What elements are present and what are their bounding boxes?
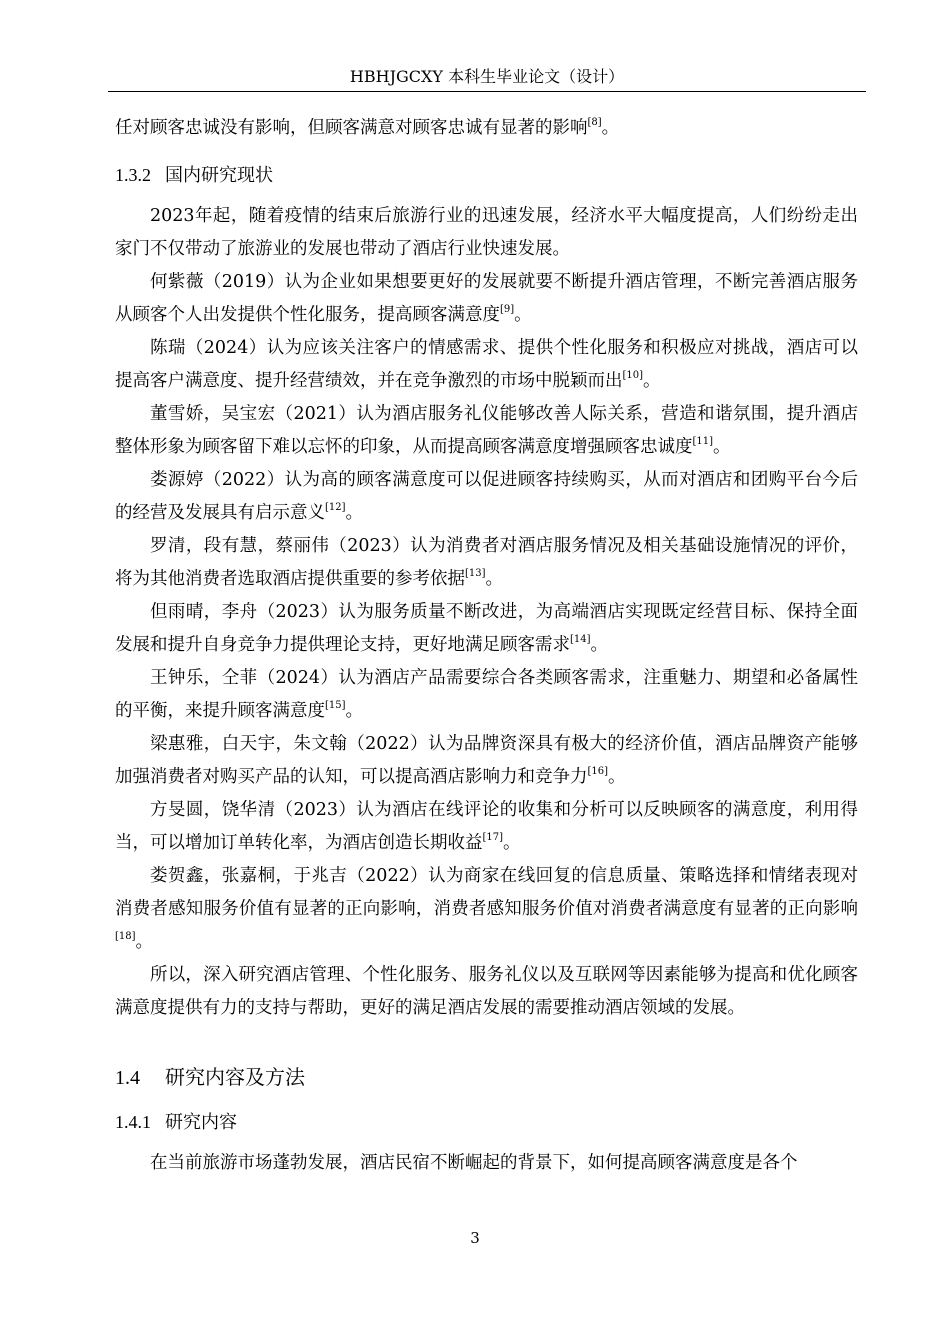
section-number: 1.4.1 xyxy=(115,1112,151,1132)
section-number: 1.3.2 xyxy=(115,165,151,185)
paragraph-text: 娄源婷（2022）认为高的顾客满意度可以促进顾客持续购买，从而对酒店和团购平台今后的经营及发展具有启示意义 xyxy=(115,470,858,523)
citation-ref: [13] xyxy=(465,568,486,579)
paragraph-text: 任对顾客忠诚没有影响，但顾客满意对顾客忠诚有显著的影响 xyxy=(115,118,588,138)
citation-ref: [14] xyxy=(570,634,591,645)
body-paragraph xyxy=(115,662,858,728)
paragraph-tail: 。 xyxy=(713,437,731,457)
running-header: HBHJGCXY 本科生毕业论文（设计） xyxy=(349,67,625,86)
body-paragraph xyxy=(115,398,858,464)
citation-ref: [11] xyxy=(692,436,714,447)
section-heading-1-3-2 xyxy=(115,163,858,188)
citation-ref: [8] xyxy=(587,117,602,128)
paragraph-text: 何紫薇（2019）认为企业如果想要更好的发展就要不断提升酒店管理，不断完善酒店服务从顾客个人出发提供个性化服务，提高顾客满意度 xyxy=(115,272,858,325)
citation-ref: [16] xyxy=(587,766,609,777)
citation-ref: [18] xyxy=(115,931,136,942)
section-heading-1-4 xyxy=(115,1063,858,1092)
paragraph-text: 王钟乐，仝菲（2024）认为酒店产品需要综合各类顾客需求，注重魅力、期望和必备属性的平衡，来提升顾客满意度 xyxy=(115,668,858,721)
paragraph-text: 娄贺鑫，张嘉桐，于兆吉（2022）认为商家在线回复的信息质量、策略选择和情绪表现对消费者感知服务价值有显著的正向影响，消费者感知服务价值对消费者满意度有显著的正向影响 xyxy=(115,866,858,919)
paragraph-tail: 。 xyxy=(590,635,609,655)
paragraph-tail: 。 xyxy=(345,503,364,523)
body-paragraph xyxy=(115,596,858,662)
paragraph-tail: 。 xyxy=(514,305,532,325)
paragraph-tail: 。 xyxy=(345,701,364,721)
body-paragraph xyxy=(115,959,858,1025)
citation-ref: [10] xyxy=(622,370,644,381)
lead-paragraph xyxy=(115,112,858,145)
paragraph-text: 所以，深入研究酒店管理、个性化服务、服务礼仪以及互联网等因素能够为提高和优化顾客满意度提供有力的支持与帮助，更好的满足酒店发展的需要推动酒店领域的发展。 xyxy=(115,965,858,1018)
section-heading-1-4-1 xyxy=(115,1110,858,1135)
paragraph-tail: 。 xyxy=(643,371,661,391)
body-paragraph xyxy=(115,332,858,398)
header-rule xyxy=(108,91,866,92)
paragraph-tail: 。 xyxy=(135,932,154,952)
section-title: 研究内容 xyxy=(165,1112,237,1133)
page-body xyxy=(115,112,858,1180)
section-title: 研究内容及方法 xyxy=(165,1065,305,1089)
body-paragraph xyxy=(115,530,858,596)
citation-ref: [15] xyxy=(325,700,346,711)
closing-paragraph xyxy=(115,1147,858,1180)
body-paragraph xyxy=(115,860,858,959)
citation-ref: [17] xyxy=(482,832,504,843)
page-number: 3 xyxy=(470,1229,480,1247)
paragraph-tail: 。 xyxy=(503,833,521,853)
paragraph-text: 2023年起，随着疫情的结束后旅游行业的迅速发展，经济水平大幅度提高，人们纷纷走出家门不仅带动了旅游业的发展也带动了酒店行业快速发展。 xyxy=(115,206,858,259)
section-title: 国内研究现状 xyxy=(165,165,273,186)
citation-ref: [12] xyxy=(325,502,346,513)
paragraph-text: 方旻圆，饶华清（2023）认为酒店在线评论的收集和分析可以反映顾客的满意度，利用得当，可以增加订单转化率，为酒店创造长期收益 xyxy=(115,800,858,853)
paragraph-tail: 。 xyxy=(608,767,626,787)
body-paragraph xyxy=(115,464,858,530)
body-paragraph xyxy=(115,794,858,860)
citation-ref: [9] xyxy=(500,304,515,315)
paragraph-tail: 。 xyxy=(601,118,620,138)
paragraph-tail: 。 xyxy=(485,569,504,589)
paragraph-text: 董雪娇，吴宝宏（2021）认为酒店服务礼仪能够改善人际关系，营造和谐氛围，提升酒店整体形象为顾客留下难以忘怀的印象，从而提高顾客满意度增强顾客忠诚度 xyxy=(115,404,858,457)
body-paragraph xyxy=(115,200,858,266)
paragraph-text: 在当前旅游市场蓬勃发展，酒店民宿不断崛起的背景下，如何提高顾客满意度是各个 xyxy=(150,1153,798,1173)
paragraph-text: 梁惠雅，白天宇，朱文翰（2022）认为品牌资深具有极大的经济价值，酒店品牌资产能够加强消费者对购买产品的认知，可以提高酒店影响力和竞争力 xyxy=(115,734,858,787)
body-paragraph xyxy=(115,728,858,794)
paragraph-text: 但雨晴，李舟（2023）认为服务质量不断改进，为高端酒店实现既定经营目标、保持全面发展和提升自身竞争力提供理论支持，更好地满足顾客需求 xyxy=(115,602,858,655)
paragraph-text: 陈瑞（2024）认为应该关注客户的情感需求、提供个性化服务和积极应对挑战，酒店可以提高客户满意度、提升经营绩效，并在竞争激烈的市场中脱颖而出 xyxy=(115,338,858,391)
paragraph-text: 罗清，段有慧，蔡丽伟（2023）认为消费者对酒店服务情况及相关基础设施情况的评价，将为其他消费者选取酒店提供重要的参考依据 xyxy=(115,536,858,589)
body-paragraph xyxy=(115,266,858,332)
section-number: 1.4 xyxy=(115,1067,140,1089)
